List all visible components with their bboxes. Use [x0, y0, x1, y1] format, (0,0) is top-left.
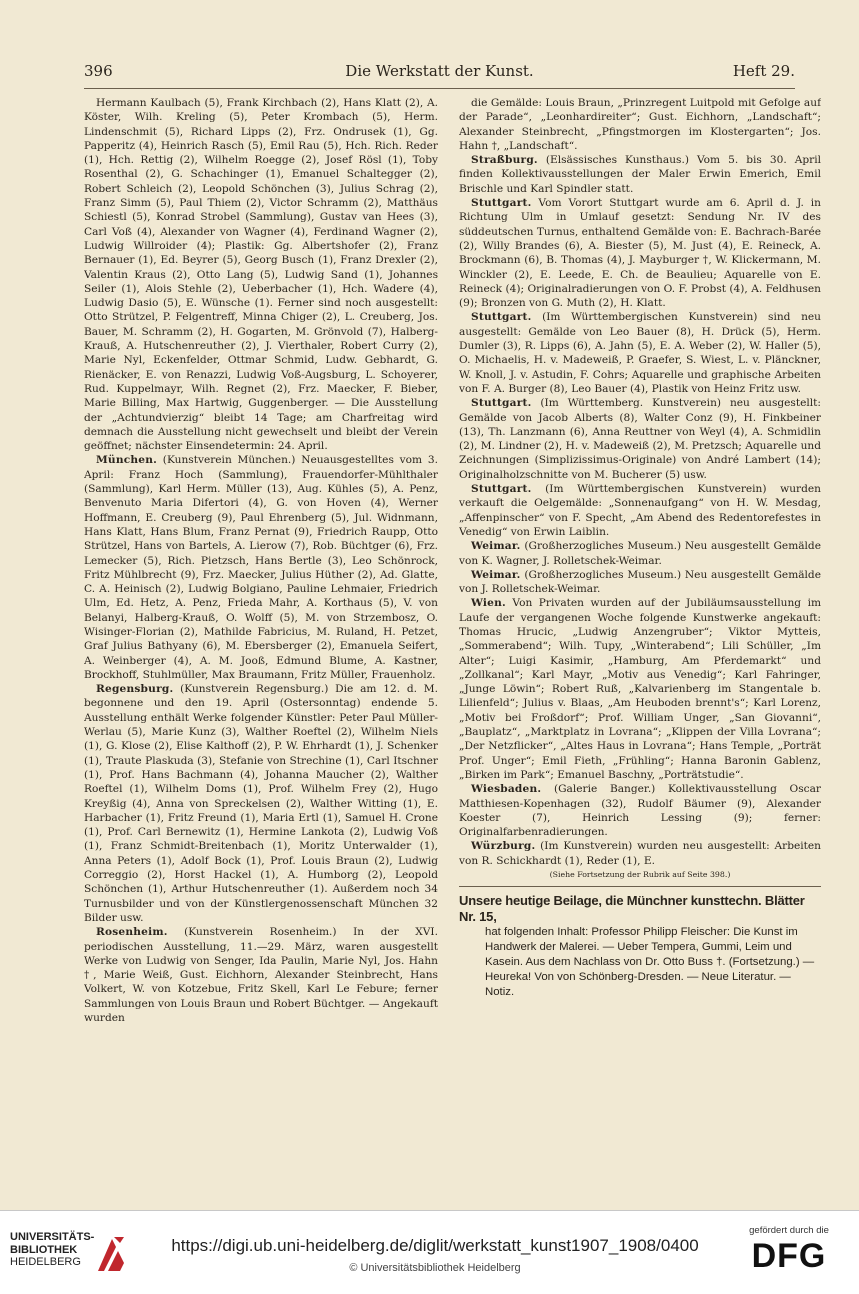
place-name: Stuttgart.: [471, 311, 532, 324]
paragraph: Weimar. (Großherzogliches Museum.) Neu ausgestellt Gemälde von J. Rolletschek-Weimar.: [459, 568, 821, 596]
place-name: Regensburg.: [96, 683, 174, 696]
place-name: Weimar.: [471, 540, 521, 553]
library-name-line: BIBLIOTHEK: [10, 1243, 78, 1256]
page-header: [84, 60, 795, 89]
continuation-note: (Siehe Fortsetzung der Rubrik auf Seite 398.): [549, 870, 731, 880]
library-logo[interactable]: [10, 1231, 160, 1281]
paragraph: Weimar. (Großherzogliches Museum.) Neu ausgestellt Gemälde von K. Wagner, J. Rolletschek-Weimar.: [459, 540, 821, 567]
place-name: Stuttgart.: [471, 483, 532, 496]
page-number: 396: [84, 62, 113, 80]
place-name: Weimar.: [471, 568, 521, 581]
copyright-notice: © Universitätsbibliothek Heidelberg: [349, 1262, 521, 1274]
paragraph: Rosenheim. (Kunstverein Rosenheim.) In der XVI. periodischen Ausstellung, 11.—29. März, waren ausgestellt Werke von Ludwig von Senger, Ida Paulin, Marie Nyl, Jos. Hahn †, Marie Weiß, Gust. Eichhorn, Alexander Steinbrecht, Hans Volkert, W. von Kotzebue, Fritz Skell, Karl Le Febure; ferner Sammlungen von Louis Braun und Robert Büchtger. — Angekauft wurden: [84, 926, 438, 1024]
paragraph: die Gemälde: Louis Braun, „Prinzregent Luitpold mit Gefolge auf der Parade“, „Leonhardireiter“; Gust. Eichhorn, „Landschaft“; Alexander Steinbrecht, „Pfingstmorgen im Klostergarten“; Jos. Hahn †, „Landschaft“.: [459, 97, 821, 152]
place-name: Rosenheim.: [96, 926, 168, 939]
divider: [459, 886, 821, 887]
place-name: Stuttgart.: [471, 197, 532, 210]
paragraph: Stuttgart. (Im Württembergischen Kunstverein) wurden verkauft die Oelgemälde: „Sonnenaufgang“ von H. W. Mesdag, „Affenpinscher“ von F. Specht, „Am Abend des Redentorefestes in Venedig“ von Erwin Laiblin.: [459, 483, 821, 538]
paragraph: Stuttgart. (Im Württemberg. Kunstverein) neu ausgestellt: Gemälde von Jacob Alberts (8), Walter Conz (9), H. Finkbeiner (13), Th. Lanzmann (6), Anna Reuttner von Weyl (4), A. Schmidlin (2), M. Lindner (2), H. v. Madeweiß (2), M. Pretzsch; Aquarelle und Zeichnungen (Simplizissimus-Originale) von André Lambert (14); Originalholzschnitte von M. Bucherer (5) usw.: [459, 397, 821, 481]
issue-number: Heft 29.: [732, 62, 795, 80]
place-name: Wien.: [471, 597, 506, 610]
paragraph: Straßburg. (Elsässisches Kunsthaus.) Vom 5. bis 30. April finden Kollektivausstellungen der Maler Erwin Emerich, Emil Brischle und Karl Spindler statt.: [459, 154, 821, 195]
dfg-logo[interactable]: [739, 1225, 839, 1276]
viewer-footer: [0, 1210, 859, 1294]
paragraph: Wiesbaden. (Galerie Banger.) Kollektivausstellung Oscar Matthiesen-Kopenhagen (32), Rudolf Bäumer (9), Alexander Koester (7), Heinrich Lessing (9); ferner: Originalfarbenradierungen.: [459, 783, 821, 839]
left-column: [84, 96, 438, 1176]
supplement-contents: hat folgenden Inhalt: Professor Philipp Fleischer: Die Kunst im Handwerk der Malerei. — Ueber Tempera, Gummi, Leim und Kasein. Aus dem Nachlass von Dr. Otto Buss †. (Fortsetzung.) — Heureka! Von von Schönberg-Dresden. — Neue Literatur. — Notiz.: [485, 926, 815, 999]
paragraph: München. (Kunstverein München.) Neuausgestelltes vom 3. April: Franz Hoch (Sammlung), Frauendorfer-Mühlthaler (Sammlung), Karl Herm. Müller (13), Aug. Kühles (5), A. Penz, Benvenuto Maria Difertori (4), G. von Hoven (4), Werner Hoffmann, E. Creuberg (9), Paul Ehrenberg (5), Jul. Widnmann, Hans Klatt, Hans Blum, Franz Pernat (9), Friedrich Raupp, Otto Strützel, Hans von Bartels, A. Lierow (7), Rob. Büchtger (6), Frz. Lemecker (5), Rich. Pietzsch, Hans Bertle (3), Leo Schönrock, Fritz Mühlbrecht (9), Frz. Maecker, Julius Hüther (2), Ad. Glatte, C. A. Heinisch (2), Ludwig Bolgiano, Pauline Lehmaier, Friedrich Ulm, Ed. Hetz, A. Penz, Frieda Mahr, A. Korthaus (5), V. von Belanyi, Halberg-Krauß, O. Wolff (5), M. von Strzembosz, O. Wisinger-Florian (2), Mathilde Fabricius, M. Ruland, H. Petzet, Graf Julius Bathyany (6), M. Ebersberger (2), Emanuela Seifert, A. Weinberger (4), A. M. Jooß, Edmund Blume, A. Kastner, Brockhoff, Stuhlmüller, Max Braumann, Fritz Müller, Frauenholz.: [84, 454, 438, 681]
paragraph: Wien. Von Privaten wurden auf der Jubiläumsausstellung im Laufe der vergangenen Woche folgende Kunstwerke angekauft: Thomas Hrucic, „Ludwig Anzengruber“; Viktor Mytteis, „Sommerabend“; Wilh. Tupy, „Winterabend“; Lili Schüller, „Im Alter“; Luigi Kasimir, „Hamburg, Am Pferdemarkt“ und „Zollkanal“; Karl Mayr, „Motiv aus Venedig“; Karl Fahringer, „Junge Löwin“; Robert Ruß, „Kalvarienberg im Stangentale b. Lilienfeld“; Julius v. Blaas, „Am Heuboden brennt's“; Karl Lorenz, „Motiv bei Froßdorf“; Prof. William Unger, „San Giovanni“, „Bauplatz“, „Marktplatz in Lovrana“; „Klippen der Villa Lovrana“; „Der Netzflicker“, „Altes Haus in Lovrana“; Hans Temple, „Porträt Prof. Unger“; Emil Fieth, „Frühling“; Hanna Baronin Gablenz, „Birken im Park“; Emanuel Baschny, „Porträtstudie“.: [459, 597, 821, 781]
funded-by-label: gefördert durch die: [749, 1225, 829, 1236]
place-name: Wiesbaden.: [471, 783, 542, 796]
library-name-line: UNIVERSITÄTS-: [10, 1231, 95, 1243]
dfg-logo-text: DFG: [751, 1237, 827, 1275]
paragraph: Regensburg. (Kunstverein Regensburg.) Die am 12. d. M. begonnene und den 19. April (Ostersonntag) endende 5. Ausstellung enthält Werke folgender Künstler: Peter Paul Müller-Werlau (5), Marie Kunz (3), Walther Roeftel (2), Wilhelm Niels (1), G. Klose (2), Elise Kalthoff (2), P. W. Ehrhardt (1), J. Schenker (1), Traute Plaskuda (3), Stefanie von Strechine (1), Carl Itschner (1), Prof. Hans Bachmann (4), Johanna Maucher (2), Walther Roeftel (1), Wilhelm Doms (1), Prof. Wilhelm Frey (2), Hugo Kreyßig (4), Anna von Spreckelsen (2), Walther Witting (1), E. Harbacher (1), Fritz Freund (1), Maria Ertl (1), Samuel H. Crone (1), Prof. Carl Bernewitz (1), Hermine Lankota (2), Ludwig Voß (1), Franz Schmidt-Breitenbach (1), Moritz Unterwalder (1), Anna Peters (1), Adolf Bock (1), Prof. Louis Braun (2), Ludwig Correggio (2), Horst Hackel (1), A. Humborg (2), Leopold Schönchen (1), Arthur Hutschenreuther (1). Außerdem noch 34 Turnusbilder und von der Künstlergenossenschaft München 32 Bilder usw.: [84, 683, 438, 924]
paragraph: Hermann Kaulbach (5), Frank Kirchbach (2), Hans Klatt (2), A. Köster, Wilh. Kreling (5), Peter Krombach (5), Herm. Lindenschmit (5), Richard Lipps (2), Frz. Ondrusek (1), Gg. Papperitz (4), Heinrich Rasch (5), Emil Rau (5), Hch. Rich. Reder (1), Hch. Rettig (2), Wilhelm Roegge (2), Josef Rösl (1), Toby Rosenthal (2), G. Schachinger (1), Emanuel Schaltegger (2), Robert Schleich (2), Leopold Schönchen (3), Julius Schrag (2), Franz Simm (5), Paul Thiem (2), Victor Schramm (2), Matthäus Schiestl (5), Konrad Strobel (Sammlung), Gustav van Hees (3), Carl Voß (4), Alexander von Wagner (4), Ferdinand Wagner (2), Ludwig Willroider (4); Plastik: Gg. Albertshofer (2), Franz Bernauer (1), Ed. Beyrer (5), Georg Busch (1), Franz Drexler (2), Valentin Kraus (2), Otto Lang (5), Ludwig Sand (1), Johannes Seiler (1), Alois Stehle (2), Ueberbacher (1), Hch. Wadere (4), Ludwig Dasio (5), E. Wünsche (1). Ferner sind noch ausgestellt: Otto Strützel, P. Felgentreff, Minna Chiger (2), L. Creuberg, Jos. Bauer, M. Schramm (2), H. Gogarten, M. Grönvold (7), Halberg-Krauß, A. Hutschenreuther (2), J. Vierthaler, Robert Curry (2), Marie Nyl, Eckenfelder, Ottmar Schmid, Ludw. Gebhardt, G. Rienäcker, E. von Renazzi, Ludwig Voß-Augsburg, L. Schoyerer, Rud. Kuppelmayr, Wilh. Regnet (2), Frz. Maecker, F. Bieber, Marie Billing, Max Hartwig, Guggenberger. — Die Ausstellung der „Achtundvierzig“ bleibt 14 Tage; am Charfreitag wird demnach die Ausstellung nicht gewechselt und bleibt der Verein geöffnet; nächster Einsendetermin: 24. April.: [84, 97, 438, 453]
library-name-line: HEIDELBERG: [10, 1256, 81, 1268]
supplement-heading: Unsere heutige Beilage, die Münchner kunsttechn. Blätter Nr. 15,: [459, 893, 805, 925]
place-name: Würzburg.: [471, 840, 536, 853]
paragraph: Stuttgart. Vom Vorort Stuttgart wurde am 6. April d. J. in Richtung Ulm in Umlauf gesetzt: Sendung Nr. IV des süddeutschen Turnus, enthaltend Gemälde von: E. Bachrach-Barée (2), Willy Brandes (6), A. Biester (5), M. Just (4), E. Reineck, A. Brockmann (6), B. Thomas (4), J. Mayburger †, W. Klickermann, M. Winckler (2), E. Leede, E. Ch. de Beaulieu; Aquarelle von E. Reineck (4); Originalradierungen von O. F. Probst (4), A. Feldhusen (9); Bronzen von G. Muth (2), H. Klatt.: [459, 197, 821, 310]
place-name: Stuttgart.: [471, 397, 532, 410]
paragraph: Stuttgart. (Im Württembergischen Kunstverein) sind neu ausgestellt: Gemälde von Leo Bauer (8), H. Drück (5), Herm. Dumler (3), R. Lipps (6), A. Jahn (5), E. A. Weber (2), W. Haller (5), O. Michaelis, H. v. Madeweiß, P. Graefer, S. Wiest, L. v. Plänckner, W. Knoll, J. v. Astudin, F. Cohrs; Aquarelle und graphische Arbeiten von F. A. Burger (8), Leo Bauer (4), Plastik von Heinz Fritz usw.: [459, 311, 821, 395]
document-url-link[interactable]: https://digi.ub.uni-heidelberg.de/diglit/werkstatt_kunst1907_1908/0400: [171, 1236, 699, 1255]
right-column: [459, 96, 821, 1176]
library-emblem-icon: [94, 1233, 128, 1273]
journal-title: Die Werkstatt der Kunst.: [345, 62, 534, 80]
paragraph: Würzburg. (Im Kunstverein) wurden neu ausgestellt: Arbeiten von R. Schickhardt (1), Reder (1), E.: [459, 840, 821, 867]
place-name: München.: [96, 454, 158, 467]
place-name: Straßburg.: [471, 154, 538, 167]
